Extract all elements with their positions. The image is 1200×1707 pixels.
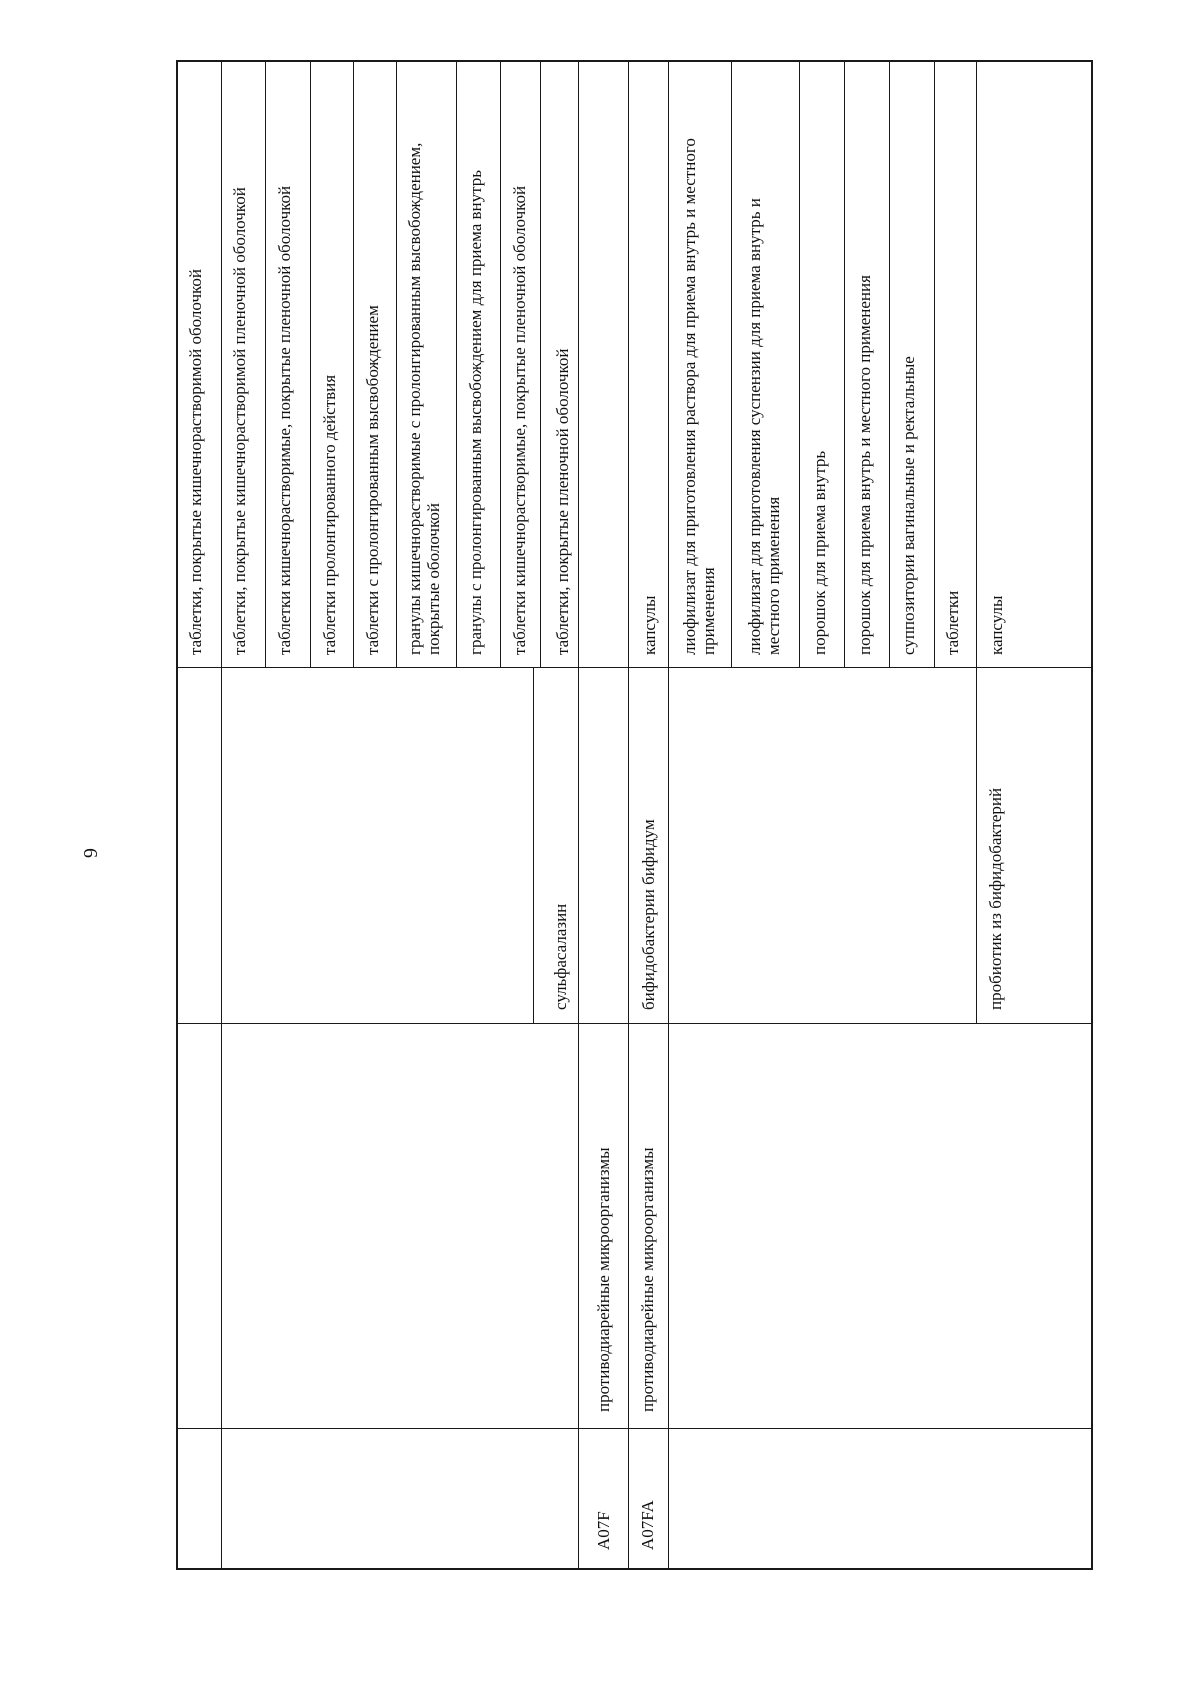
form-cell: таблетки пролонгированного действия bbox=[320, 374, 339, 655]
page-number: 6 bbox=[79, 848, 102, 858]
form-cell: таблетки с пролонгированным высвобождением bbox=[363, 305, 382, 655]
code-cell: A07F bbox=[594, 1511, 613, 1550]
form-cell: гранулы с пролонгированным высвобождением для приема внутрь bbox=[466, 169, 485, 655]
form-cell: таблетки кишечнорастворимые, покрытые пленочной оболочкой bbox=[275, 185, 294, 655]
form-cell: таблетки bbox=[943, 590, 962, 655]
code-cell: A07FA bbox=[638, 1500, 657, 1550]
form-cell: таблетки кишечнорастворимые, покрытые пленочной оболочкой bbox=[510, 185, 529, 655]
form-cell: таблетки, покрытые кишечнорастворимой пленочной оболочкой bbox=[230, 187, 249, 655]
form-divider bbox=[976, 60, 977, 667]
form-divider bbox=[353, 60, 354, 667]
form-divider bbox=[456, 60, 457, 667]
form-cell: лиофилизат для приготовления суспензии для приема внутрь и местного применения bbox=[745, 198, 783, 655]
form-cell: суппозитории вагинальные и ректальные bbox=[899, 356, 918, 655]
form-divider bbox=[500, 60, 501, 667]
form-divider bbox=[221, 60, 222, 667]
form-cell: капсулы bbox=[987, 595, 1006, 655]
form-cell: гранулы кишечнорастворимые с пролонгированным высвобождением, покрытые оболочкой bbox=[405, 142, 443, 655]
inn-divider bbox=[976, 667, 977, 1023]
form-divider bbox=[265, 60, 266, 667]
form-divider bbox=[934, 60, 935, 667]
column-divider bbox=[578, 60, 579, 1570]
form-cell: таблетки, покрытые кишечнорастворимой оболочкой bbox=[186, 268, 205, 655]
form-divider bbox=[396, 60, 397, 667]
form-divider bbox=[668, 60, 669, 667]
form-cell: лиофилизат для приготовления раствора для приема внутрь и местного применения bbox=[680, 138, 718, 655]
form-divider bbox=[540, 60, 541, 667]
form-divider bbox=[731, 60, 732, 667]
form-cell: капсулы bbox=[640, 595, 659, 655]
form-divider bbox=[310, 60, 311, 667]
form-divider bbox=[844, 60, 845, 667]
inn-cell: пробиотик из бифидобактерий bbox=[986, 787, 1005, 1010]
group-cell: противодиарейные микроорганизмы bbox=[594, 1147, 613, 1412]
form-cell: таблетки, покрытые пленочной оболочкой bbox=[553, 348, 572, 655]
form-divider bbox=[799, 60, 800, 667]
form-cell: порошок для приема внутрь и местного применения bbox=[855, 275, 874, 655]
inn-cell: сульфасалазин bbox=[551, 903, 570, 1010]
form-divider bbox=[889, 60, 890, 667]
form-cell: порошок для приема внутрь bbox=[810, 450, 829, 655]
inn-divider bbox=[533, 667, 534, 1023]
form-divider bbox=[628, 60, 629, 667]
inn-cell: бифидобактерии бифидум bbox=[639, 819, 658, 1010]
group-cell: противодиарейные микроорганизмы bbox=[638, 1147, 657, 1412]
